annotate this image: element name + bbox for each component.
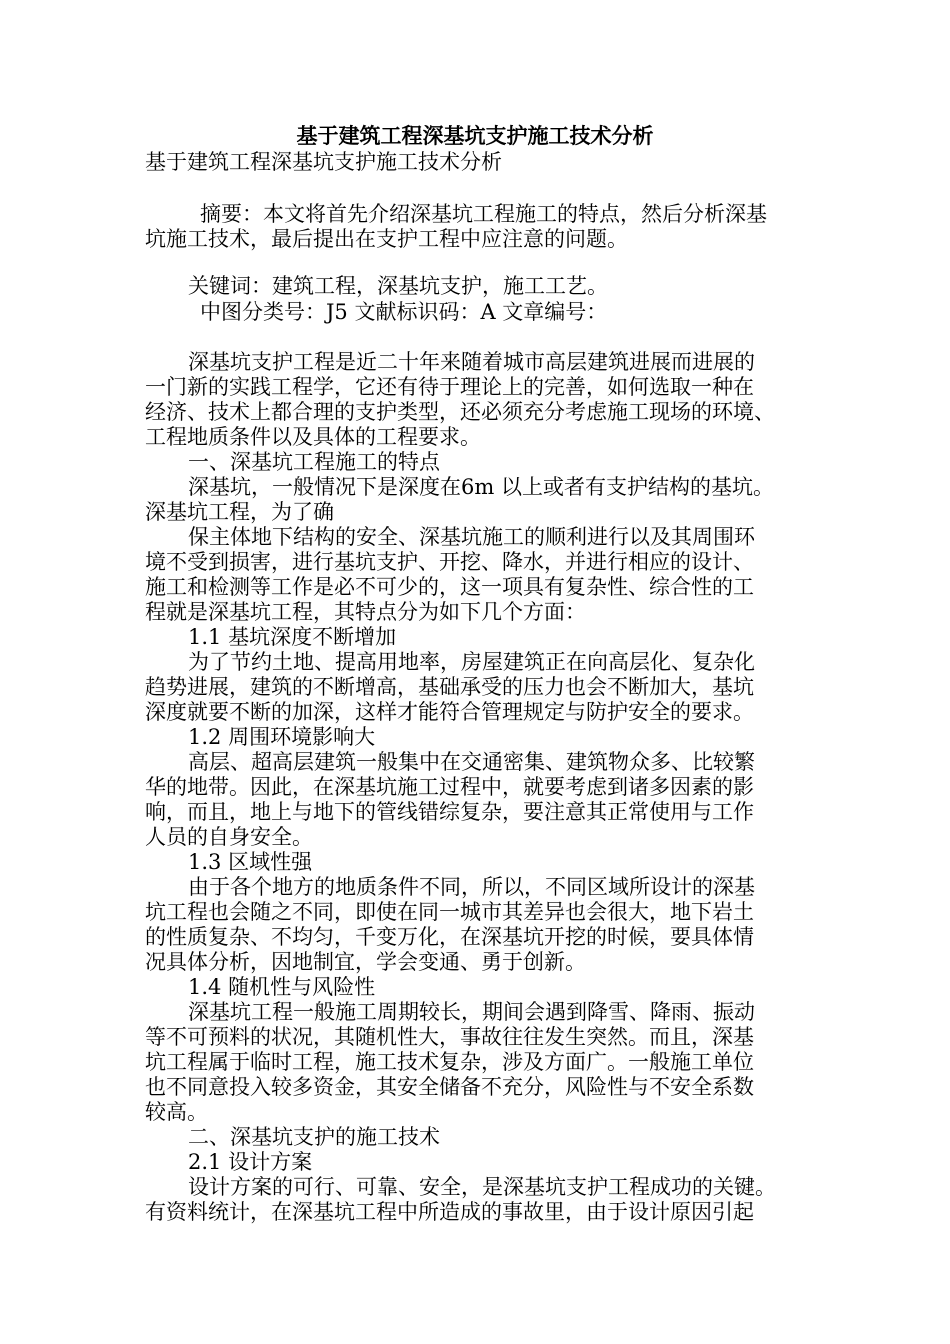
paragraph-line: 经济、技术上都合理的支护类型，还必须充分考虑施工现场的环境、: [145, 400, 775, 424]
subsection-heading: 2.1 设计方案: [188, 1150, 313, 1174]
classification-line: 中图分类号：J5 文献标识码：A 文章编号：: [200, 300, 608, 324]
paragraph-line: 华的地带。因此，在深基坑施工过程中，就要考虑到诸多因素的影: [145, 775, 754, 799]
paragraph-line: 高层、超高层建筑一般集中在交通密集、建筑物众多、比较繁: [188, 750, 755, 774]
paragraph-line: 深基坑支护工程是近二十年来随着城市高层建筑进展而进展的: [188, 350, 755, 374]
paragraph-line: 坑工程属于临时工程，施工技术复杂，涉及方面广。一般施工单位: [145, 1050, 754, 1074]
paragraph-line: 有资料统计，在深基坑工程中所造成的事故里，由于设计原因引起: [145, 1200, 754, 1224]
paragraph-line: 较高。: [145, 1100, 208, 1124]
subsection-heading: 1.3 区域性强: [188, 850, 313, 874]
paragraph-line: 施工和检测等工作是必不可少的，这一项具有复杂性、综合性的工: [145, 575, 754, 599]
paragraph-line: 工程地质条件以及具体的工程要求。: [145, 425, 481, 449]
paragraph-line: 程就是深基坑工程，其特点分为如下几个方面：: [145, 600, 586, 624]
paragraph-line: 由于各个地方的地质条件不同，所以，不同区域所设计的深基: [188, 875, 755, 899]
abstract-line: 摘要：本文将首先介绍深基坑工程施工的特点，然后分析深基: [200, 202, 767, 226]
paragraph-line: 境不受到损害，进行基坑支护、开挖、降水，并进行相应的设计、: [145, 550, 754, 574]
abstract-line: 坑施工技术，最后提出在支护工程中应注意的问题。: [145, 227, 628, 251]
paragraph-line: 深基坑，一般情况下是深度在6m 以上或者有支护结构的基坑。: [188, 475, 774, 499]
paragraph-line: 深基坑工程，为了确: [145, 500, 334, 524]
subsection-heading: 1.1 基坑深度不断增加: [188, 625, 397, 649]
section-heading: 二、深基坑支护的施工技术: [188, 1125, 440, 1149]
subsection-heading: 1.2 周围环境影响大: [188, 725, 376, 749]
paragraph-line: 趋势进展，建筑的不断增高，基础承受的压力也会不断加大，基坑: [145, 675, 754, 699]
paragraph-line: 设计方案的可行、可靠、安全，是深基坑支护工程成功的关键。: [188, 1175, 776, 1199]
paragraph-line: 也不同意投入较多资金，其安全储备不充分，风险性与不安全系数: [145, 1075, 754, 1099]
subsection-heading: 1.4 随机性与风险性: [188, 975, 376, 999]
paragraph-line: 响，而且，地上与地下的管线错综复杂，要注意其正常使用与工作: [145, 800, 754, 824]
subtitle-line: 基于建筑工程深基坑支护施工技术分析: [145, 150, 502, 174]
paragraph-line: 保主体地下结构的安全、深基坑施工的顺利进行以及其周围环: [188, 525, 755, 549]
paragraph-line: 况具体分析，因地制宜，学会变通、勇于创新。: [145, 950, 586, 974]
paragraph-line: 一门新的实践工程学，它还有待于理论上的完善，如何选取一种在: [145, 375, 754, 399]
section-heading: 一、深基坑工程施工的特点: [188, 450, 440, 474]
paragraph-line: 坑工程也会随之不同，即使在同一城市其差异也会很大，地下岩土: [145, 900, 754, 924]
paragraph-line: 为了节约土地、提高用地率，房屋建筑正在向高层化、复杂化: [188, 650, 755, 674]
paragraph-line: 的性质复杂、不均匀，千变万化，在深基坑开挖的时候，要具体情: [145, 925, 754, 949]
paragraph-line: 等不可预料的状况，其随机性大，事故往往发生突然。而且，深基: [145, 1025, 754, 1049]
document-title: 基于建筑工程深基坑支护施工技术分析: [296, 123, 654, 148]
paragraph-line: 人员的自身安全。: [145, 825, 313, 849]
paragraph-line: 深度就要不断的加深，这样才能符合管理规定与防护安全的要求。: [145, 700, 754, 724]
keywords-line: 关键词：建筑工程，深基坑支护，施工工艺。: [188, 274, 608, 298]
paragraph-line: 深基坑工程一般施工周期较长，期间会遇到降雪、降雨、振动: [188, 1000, 755, 1024]
